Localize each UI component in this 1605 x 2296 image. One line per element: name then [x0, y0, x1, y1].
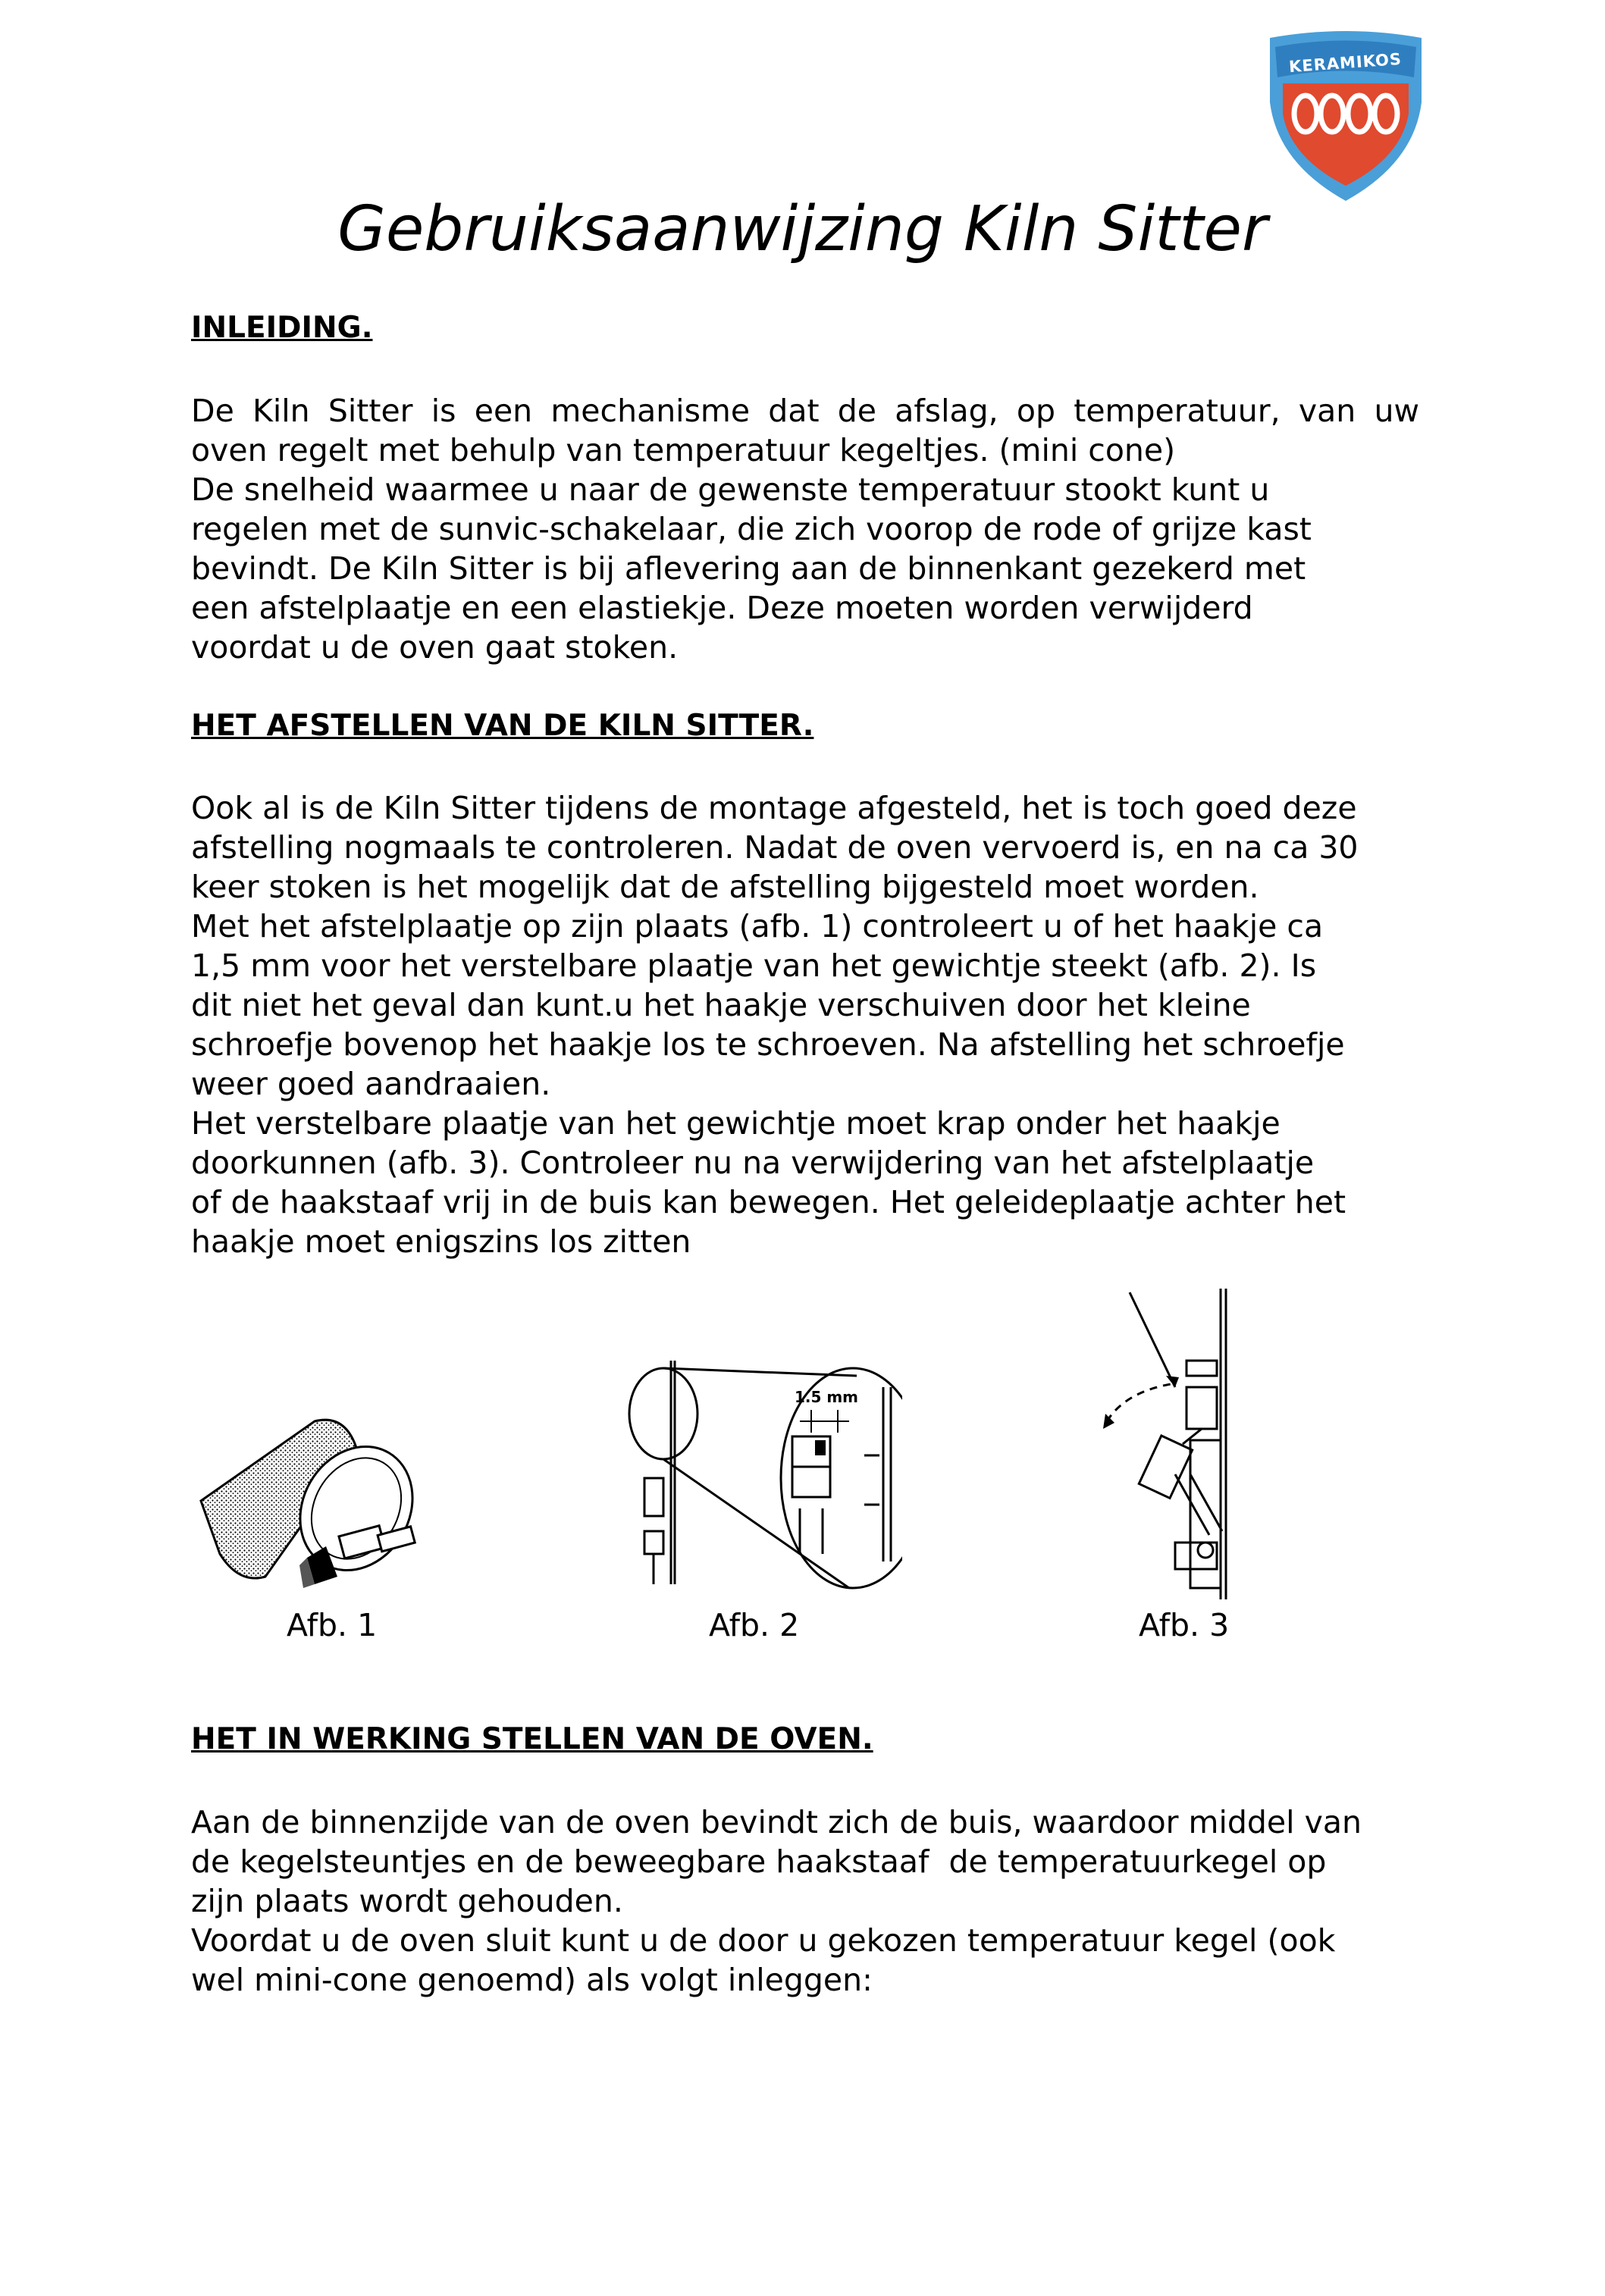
- text-line: dit niet het geval dan kunt.u het haakje verschuiven door het kleine: [191, 987, 1251, 1023]
- heading-in-werking: HET IN WERKING STELLEN VAN DE OVEN.: [191, 1722, 873, 1756]
- text-line: zijn plaats wordt gehouden.: [191, 1883, 623, 1919]
- text-line: Het verstelbare plaatje van het gewichtje moet krap onder het haakje: [191, 1105, 1281, 1142]
- heading-inleiding: INLEIDING.: [191, 311, 373, 345]
- text-line: doorkunnen (afb. 3). Controleer nu na verwijdering van het afstelplaatje: [191, 1145, 1315, 1181]
- text-line: De Kiln Sitter is een mechanisme dat de afslag, op temperatuur, van uw: [191, 393, 1419, 429]
- paragraph-in-werking: [191, 1803, 1419, 2000]
- text-line: oven regelt met behulp van temperatuur kegeltjes. (mini cone): [191, 432, 1176, 468]
- figure-caption-1: Afb. 1: [287, 1607, 378, 1643]
- text-line: voordat u de oven gaat stoken.: [191, 629, 679, 666]
- text-line: Met het afstelplaatje op zijn plaats (afb. 1) controleert u of het haakje ca: [191, 908, 1324, 944]
- paragraph-afstellen: [191, 788, 1419, 1261]
- text-line: de kegelsteuntjes en de beweegbare haakstaaf de temperatuurkegel op: [191, 1843, 1327, 1880]
- hook-adjustment-drawing-icon: [599, 1357, 902, 1599]
- figure-caption-3: Afb. 3: [1139, 1607, 1230, 1643]
- heading-afstellen: HET AFSTELLEN VAN DE KILN SITTER.: [191, 709, 814, 743]
- text-line: afstelling nogmaals te controleren. Nadat de oven vervoerd is, en na ca 30: [191, 829, 1359, 866]
- page-title: Gebruiksaanwijzing Kiln Sitter: [337, 193, 1268, 265]
- text-line: weer goed aandraaien.: [191, 1066, 551, 1102]
- weight-plate-swing-drawing-icon: [1061, 1285, 1289, 1603]
- text-line: De snelheid waarmee u naar de gewenste temperatuur stookt kunt u: [191, 471, 1270, 508]
- text-line: regelen met de sunvic-schakelaar, die zich voorop de rode of grijze kast: [191, 511, 1312, 547]
- text-line: of de haakstaaf vrij in de buis kan bewegen. Het geleideplaatje achter het: [191, 1184, 1346, 1220]
- kiln-sitter-tube-drawing-icon: [193, 1395, 436, 1599]
- text-line: wel mini-cone genoemd) als volgt inleggen:: [191, 1962, 873, 1998]
- text-line: Aan de binnenzijde van de oven bevindt zich de buis, waardoor middel van: [191, 1804, 1362, 1840]
- paragraph-inleiding: [191, 391, 1419, 667]
- text-line: 1,5 mm voor het verstelbare plaatje van het gewichtje steekt (afb. 2). Is: [191, 948, 1317, 984]
- text-line: haakje moet enigszins los zitten: [191, 1223, 691, 1260]
- measurement-label: 1.5 mm: [794, 1388, 859, 1406]
- figure-caption-2: Afb. 2: [709, 1607, 800, 1643]
- text-line: bevindt. De Kiln Sitter is bij aflevering aan de binnenkant gezekerd met: [191, 550, 1306, 587]
- text-line: schroefje bovenop het haakje los te schroeven. Na afstelling het schroefje: [191, 1026, 1345, 1063]
- text-line: Ook al is de Kiln Sitter tijdens de montage afgesteld, het is toch goed deze: [191, 790, 1357, 826]
- text-line: keer stoken is het mogelijk dat de afstelling bijgesteld moet worden.: [191, 869, 1259, 905]
- text-line: een afstelplaatje en een elastiekje. Deze moeten worden verwijderd: [191, 590, 1253, 626]
- keramikos-logo: [1259, 30, 1433, 205]
- logo-text: KERAMIKOS: [1288, 49, 1403, 77]
- text-line: Voordat u de oven sluit kunt u de door u gekozen temperatuur kegel (ook: [191, 1922, 1336, 1959]
